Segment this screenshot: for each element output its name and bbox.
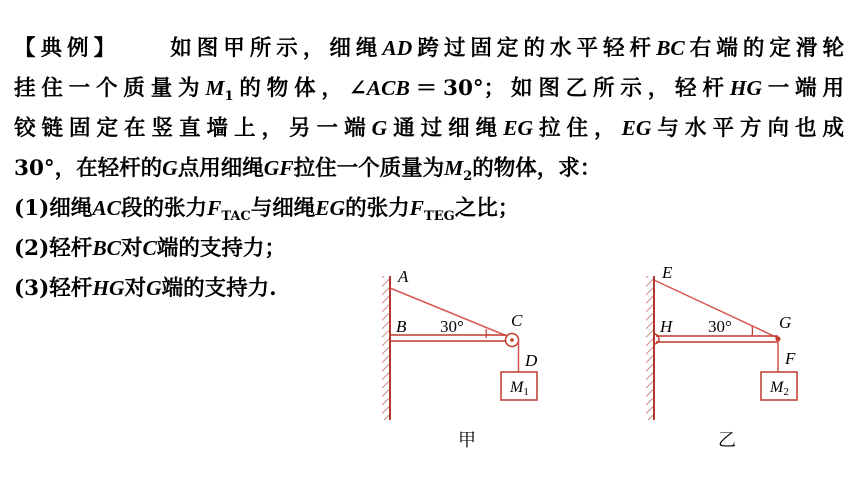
subscript: TEG bbox=[424, 209, 455, 224]
var-BC: BC bbox=[92, 236, 121, 260]
var-HG: HG bbox=[729, 76, 762, 100]
text-segment: 对 bbox=[121, 236, 143, 261]
example-tag: 【典例】 bbox=[14, 36, 121, 61]
text-segment: 挂住一个质量为 bbox=[14, 76, 206, 101]
var-EG: EG bbox=[621, 116, 652, 140]
text-segment: 通过细绳 bbox=[387, 116, 504, 141]
label-F: F bbox=[785, 349, 796, 368]
text-segment: 的物体，∠ bbox=[233, 76, 367, 101]
var-EG: EG bbox=[503, 116, 534, 140]
text-segment: (2)轻杆 bbox=[14, 236, 93, 261]
label-mass: M2 bbox=[770, 379, 789, 398]
text-segment: 拉住一个质量为 bbox=[293, 156, 445, 181]
subscript: 1 bbox=[224, 89, 234, 104]
problem-line-2 bbox=[14, 68, 844, 108]
text-segment: 端的支持力. bbox=[161, 276, 277, 301]
text-segment: 30°，在轻杆的 bbox=[14, 156, 163, 181]
label-D: D bbox=[525, 351, 538, 370]
wall bbox=[382, 276, 390, 420]
figure-yi bbox=[636, 262, 836, 462]
var-EG: EG bbox=[315, 196, 346, 220]
problem-line-3 bbox=[14, 108, 844, 148]
label-B: B bbox=[396, 317, 407, 336]
pulley-axle bbox=[510, 338, 514, 342]
caption-yi: 乙 bbox=[718, 430, 736, 450]
var-M: M bbox=[205, 76, 225, 100]
text-segment: 拉住， bbox=[533, 116, 622, 141]
subscript: TAC bbox=[221, 209, 251, 224]
text-segment: 右端的定滑轮 bbox=[684, 36, 844, 61]
label-mass: M1 bbox=[510, 379, 529, 398]
var-GF: GF bbox=[263, 156, 294, 180]
var-AC: AC bbox=[92, 196, 121, 220]
label-H: H bbox=[660, 317, 673, 336]
var-BC: BC bbox=[656, 36, 685, 60]
var-F: F bbox=[207, 196, 222, 220]
var-AD: AD bbox=[382, 36, 413, 60]
text-segment: 跨过固定的水平轻杆 bbox=[412, 36, 657, 61]
text-segment: 的张力 bbox=[345, 196, 410, 221]
var-F: F bbox=[409, 196, 425, 220]
text-segment: 与水平方向也成 bbox=[651, 116, 844, 141]
problem-line-1 bbox=[14, 28, 844, 68]
var-M: M bbox=[444, 156, 464, 180]
label-C: C bbox=[511, 311, 523, 330]
text-segment: 段的张力 bbox=[121, 196, 208, 221]
subscript: 2 bbox=[463, 169, 473, 184]
text-segment: 端的支持力； bbox=[156, 236, 286, 261]
label-G: G bbox=[779, 313, 792, 332]
wall bbox=[646, 276, 654, 420]
var-G: G bbox=[162, 156, 178, 180]
text-segment: (3)轻杆 bbox=[14, 276, 93, 301]
text-segment: ＝30°；如图乙所示，轻杆 bbox=[409, 76, 730, 101]
var-G: G bbox=[146, 276, 162, 300]
text-segment: 与细绳 bbox=[250, 196, 316, 221]
text-segment: 之比； bbox=[454, 196, 520, 221]
var-ACB: ACB bbox=[366, 76, 410, 100]
label-A: A bbox=[398, 267, 409, 286]
var-G: G bbox=[371, 116, 388, 140]
var-C: C bbox=[142, 236, 157, 260]
text-segment: 点用细绳 bbox=[177, 156, 264, 181]
label-angle: 30° bbox=[440, 317, 464, 336]
text-segment: 铰链固定在竖直墙上，另一端 bbox=[14, 116, 372, 141]
label-E: E bbox=[662, 263, 673, 282]
caption-jia: 甲 bbox=[458, 430, 476, 450]
text-segment: (1)细绳 bbox=[14, 196, 93, 221]
problem-line-4 bbox=[14, 148, 844, 188]
question-1 bbox=[14, 188, 844, 228]
text-segment: 一端用 bbox=[761, 76, 844, 101]
text-segment: 对 bbox=[124, 276, 147, 301]
text-segment: 如图甲所示，细绳 bbox=[170, 36, 383, 61]
label-angle: 30° bbox=[708, 317, 732, 336]
figure-jia bbox=[372, 262, 572, 462]
text-segment: 的物体，求： bbox=[472, 156, 602, 181]
var-HG: HG bbox=[92, 276, 125, 300]
